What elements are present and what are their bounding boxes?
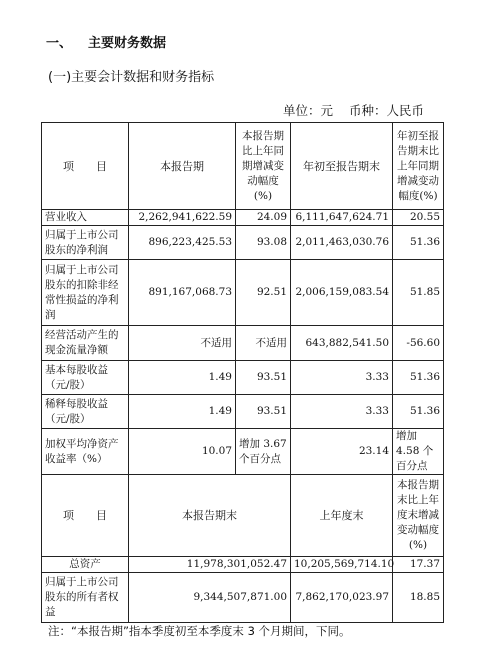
unit-label: 单位：元 <box>283 103 334 118</box>
table2-header-row <box>42 475 444 557</box>
cell-current: 1.49 <box>129 395 236 429</box>
cell-prev-year-end: 10,205,569,714.10 <box>291 557 393 573</box>
header-ytd-change: 年初至报告期末比上年同期增减变动幅度(%) <box>393 123 444 210</box>
table-row <box>42 395 444 429</box>
header-period-end: 本报告期末 <box>129 475 291 557</box>
cell-ytd: 2,006,159,083.54 <box>291 260 393 326</box>
table-row <box>42 326 444 361</box>
cell-change: 18.85 <box>393 573 444 623</box>
cell-current: 1.49 <box>129 361 236 395</box>
table-row <box>42 361 444 395</box>
cell-current: 2,262,941,622.59 <box>129 210 236 226</box>
header-current-period: 本报告期 <box>129 123 236 210</box>
cell-ytd-change: 51.36 <box>393 361 444 395</box>
subsection-title: (一)主要会计数据和财务指标 <box>48 70 215 85</box>
cell-period-end: 9,344,507,871.00 <box>129 573 291 623</box>
cell-change: 不适用 <box>236 326 291 361</box>
row-label: 归属于上市公司股东的所有者权益 <box>42 573 129 623</box>
cell-ytd: 3.33 <box>291 361 393 395</box>
table-row <box>42 260 444 326</box>
cell-ytd-change: 增加 4.58 个百分点 <box>393 429 444 475</box>
currency-label: 币种：人民币 <box>349 103 425 118</box>
table-row <box>42 573 444 623</box>
cell-ytd: 6,111,647,624.71 <box>291 210 393 226</box>
header-prev-year-end: 上年度末 <box>291 475 393 557</box>
cell-period-end: 11,978,301,052.47 <box>129 557 291 573</box>
cell-change: 增加 3.67 个百分点 <box>236 429 291 475</box>
section-title: 主要财务数据 <box>88 36 167 51</box>
table1-header-row <box>42 123 444 210</box>
cell-change: 93.51 <box>236 361 291 395</box>
cell-prev-year-end: 7,862,170,023.97 <box>291 573 393 623</box>
cell-ytd-change: 51.36 <box>393 226 444 260</box>
footnote: 注：“本报告期”指本季度初至本季度末 3 个月期间，下同。 <box>48 624 351 638</box>
cell-current: 896,223,425.53 <box>129 226 236 260</box>
cell-ytd-change: 51.85 <box>393 260 444 326</box>
header-current-change: 本报告期比上年同期增减变动幅度(%) <box>236 123 291 210</box>
row-label: 总资产 <box>42 557 129 573</box>
cell-ytd: 643,882,541.50 <box>291 326 393 361</box>
financial-table <box>41 122 444 623</box>
cell-change: 93.08 <box>236 226 291 260</box>
cell-change: 24.09 <box>236 210 291 226</box>
row-label: 经营活动产生的现金流量净额 <box>42 326 129 361</box>
table-row <box>42 429 444 475</box>
cell-current: 891,167,068.73 <box>129 260 236 326</box>
row-label: 归属于上市公司股东的净利润 <box>42 226 129 260</box>
table-row <box>42 210 444 226</box>
cell-ytd-change: -56.60 <box>393 326 444 361</box>
cell-change: 17.37 <box>393 557 444 573</box>
cell-ytd: 2,011,463,030.76 <box>291 226 393 260</box>
header-item: 项 目 <box>42 123 129 210</box>
header-ytd: 年初至报告期末 <box>291 123 393 210</box>
cell-ytd: 3.33 <box>291 395 393 429</box>
cell-change: 92.51 <box>236 260 291 326</box>
table-row <box>42 557 444 573</box>
cell-ytd-change: 51.36 <box>393 395 444 429</box>
section-number: 一、 <box>46 36 73 51</box>
header-item: 项 目 <box>42 475 129 557</box>
section-heading <box>46 32 166 51</box>
cell-current: 10.07 <box>129 429 236 475</box>
table-row <box>42 226 444 260</box>
row-label: 加权平均净资产收益率（%） <box>42 429 129 475</box>
header-change: 本报告期末比上年度末增减变动幅度(%) <box>393 475 444 557</box>
row-label: 归属于上市公司股东的扣除非经常性损益的净利润 <box>42 260 129 326</box>
cell-ytd: 23.14 <box>291 429 393 475</box>
cell-change: 93.51 <box>236 395 291 429</box>
row-label: 营业收入 <box>42 210 129 226</box>
cell-ytd-change: 20.55 <box>393 210 444 226</box>
row-label: 稀释每股收益（元/股） <box>42 395 129 429</box>
cell-current: 不适用 <box>129 326 236 361</box>
row-label: 基本每股收益（元/股） <box>42 361 129 395</box>
unit-line <box>283 101 424 119</box>
